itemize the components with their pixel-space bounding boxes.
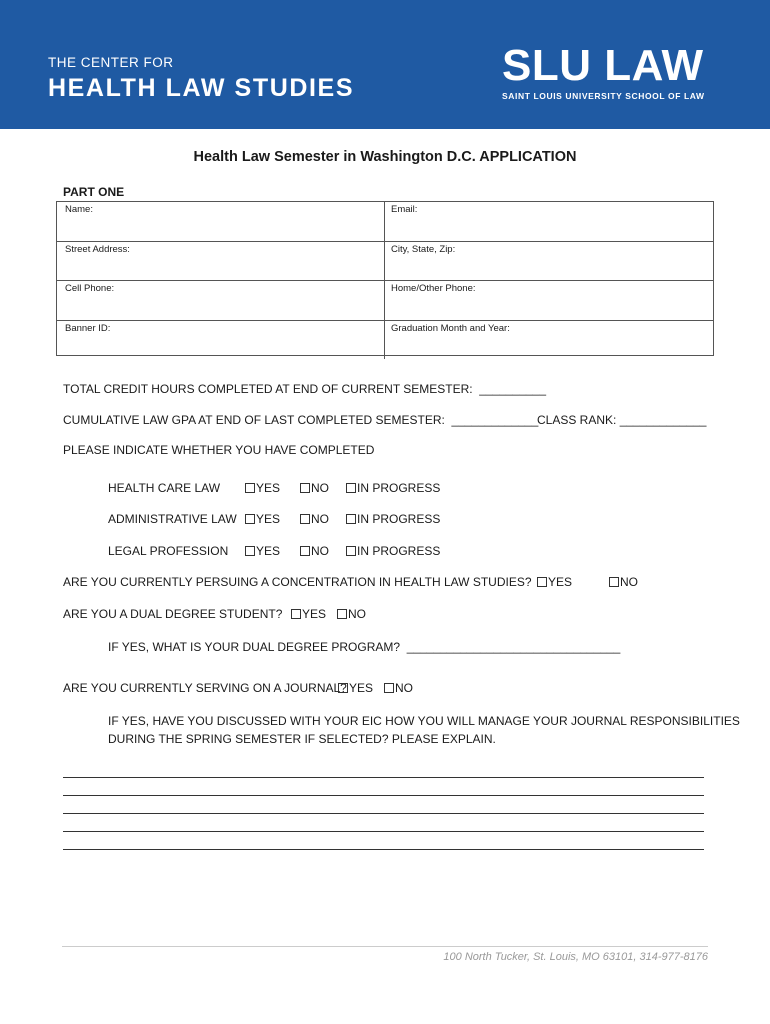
city-state-zip-field[interactable]: City, State, Zip: (391, 243, 456, 255)
checkbox-icon[interactable] (245, 546, 255, 556)
journal-question: ARE YOU CURRENTLY SERVING ON A JOURNAL? (63, 681, 347, 695)
dual-degree-no-option[interactable] (337, 607, 366, 621)
brand-big-text: HEALTH LAW STUDIES (48, 74, 355, 102)
legal-profession-no-option[interactable] (300, 544, 329, 558)
administrative-no-option[interactable] (300, 512, 329, 526)
indicate-heading: PLEASE INDICATE WHETHER YOU HAVE COMPLETED (63, 443, 375, 457)
option-label: NO (311, 481, 329, 495)
option-label: NO (311, 512, 329, 526)
option-label: IN PROGRESS (357, 512, 441, 526)
brand-small-text: THE CENTER FOR (48, 55, 174, 70)
checkbox-icon[interactable] (338, 683, 348, 693)
checkbox-icon[interactable] (337, 609, 347, 619)
gpa-question: CUMULATIVE LAW GPA AT END OF LAST COMPLETED SEMESTER: _____________ (63, 413, 539, 427)
checkbox-icon[interactable] (384, 683, 394, 693)
option-label: YES (548, 575, 573, 589)
option-label: IN PROGRESS (357, 481, 441, 495)
legal-profession-yes-option[interactable] (245, 544, 280, 558)
legal-profession-in-progress-option[interactable] (346, 544, 440, 558)
checkbox-icon[interactable] (300, 483, 310, 493)
course-label-administrative: ADMINISTRATIVE LAW (108, 512, 237, 526)
info-row (57, 281, 713, 321)
option-label: YES (302, 607, 327, 621)
center-logo (48, 55, 354, 103)
course-label-health-care: HEALTH CARE LAW (108, 481, 221, 495)
checkbox-icon[interactable] (300, 514, 310, 524)
school-small-text: SAINT LOUIS UNIVERSITY SCHOOL OF LAW (502, 91, 705, 101)
footer-divider (62, 946, 708, 947)
footer-address: 100 North Tucker, St. Louis, MO 63101, 314-977-8176 (443, 951, 708, 963)
concentration-no-option[interactable] (609, 575, 638, 589)
option-label: NO (395, 681, 413, 695)
header-banner (0, 0, 770, 129)
option-label: YES (256, 512, 281, 526)
checkbox-icon[interactable] (291, 609, 301, 619)
answer-line[interactable] (63, 832, 704, 850)
eic-question-line-2: DURING THE SPRING SEMESTER IF SELECTED? PLEASE EXPLAIN. (108, 732, 496, 746)
option-label: NO (311, 544, 329, 558)
class-rank-question: CLASS RANK: _____________ (537, 413, 707, 427)
email-field[interactable]: Email: (391, 204, 418, 215)
checkbox-icon[interactable] (346, 514, 356, 524)
explanation-area[interactable] (63, 760, 704, 850)
journal-no-option[interactable] (384, 681, 413, 695)
section-heading: PART ONE (63, 185, 125, 199)
administrative-yes-option[interactable] (245, 512, 280, 526)
health-care-no-option[interactable] (300, 481, 329, 495)
checkbox-icon[interactable] (537, 577, 547, 587)
name-field[interactable]: Name: (57, 202, 385, 241)
checkbox-icon[interactable] (609, 577, 619, 587)
answer-line[interactable] (63, 796, 704, 814)
administrative-in-progress-option[interactable] (346, 512, 440, 526)
page-title: Health Law Semester in Washington D.C. APPLICATION (193, 149, 577, 165)
checkbox-icon[interactable] (346, 546, 356, 556)
dual-program-question: IF YES, WHAT IS YOUR DUAL DEGREE PROGRAM? ________________________________ (108, 640, 621, 654)
answer-line[interactable] (63, 814, 704, 832)
course-label-legal-profession: LEGAL PROFESSION (108, 544, 229, 558)
info-row (57, 242, 713, 282)
answer-line[interactable] (63, 778, 704, 796)
concentration-question: ARE YOU CURRENTLY PERSUING A CONCENTRATION IN HEALTH LAW STUDIES? (63, 575, 532, 589)
journal-yes-option[interactable] (338, 681, 373, 695)
cell-phone-field[interactable]: Cell Phone: (57, 281, 385, 320)
option-label: YES (256, 481, 281, 495)
checkbox-icon[interactable] (346, 483, 356, 493)
option-label: YES (349, 681, 374, 695)
dual-degree-question: ARE YOU A DUAL DEGREE STUDENT? (63, 607, 283, 621)
home-phone-field[interactable]: Home/Other Phone: (391, 283, 476, 294)
option-label: NO (348, 607, 366, 621)
graduation-date-field[interactable]: Graduation Month and Year: (391, 322, 510, 334)
credit-hours-question: TOTAL CREDIT HOURS COMPLETED AT END OF CURRENT SEMESTER: __________ (63, 382, 547, 396)
contact-info-table (56, 201, 714, 356)
info-row (57, 202, 713, 242)
slu-law-logo (502, 42, 705, 101)
answer-line[interactable] (63, 760, 704, 778)
checkbox-icon[interactable] (245, 483, 255, 493)
dual-degree-yes-option[interactable] (291, 607, 326, 621)
health-care-in-progress-option[interactable] (346, 481, 440, 495)
info-row (57, 321, 713, 360)
checkbox-icon[interactable] (300, 546, 310, 556)
option-label: IN PROGRESS (357, 544, 441, 558)
banner-id-field[interactable]: Banner ID: (57, 321, 385, 360)
health-care-yes-option[interactable] (245, 481, 280, 495)
eic-question-line-1: IF YES, HAVE YOU DISCUSSED WITH YOUR EIC HOW YOU WILL MANAGE YOUR JOURNAL RESPONSIBILITIES (108, 714, 740, 728)
concentration-yes-option[interactable] (537, 575, 572, 589)
school-big-text: SLU LAW (502, 41, 704, 90)
checkbox-icon[interactable] (245, 514, 255, 524)
option-label: NO (620, 575, 638, 589)
street-address-field[interactable]: Street Address: (57, 242, 385, 281)
option-label: YES (256, 544, 281, 558)
